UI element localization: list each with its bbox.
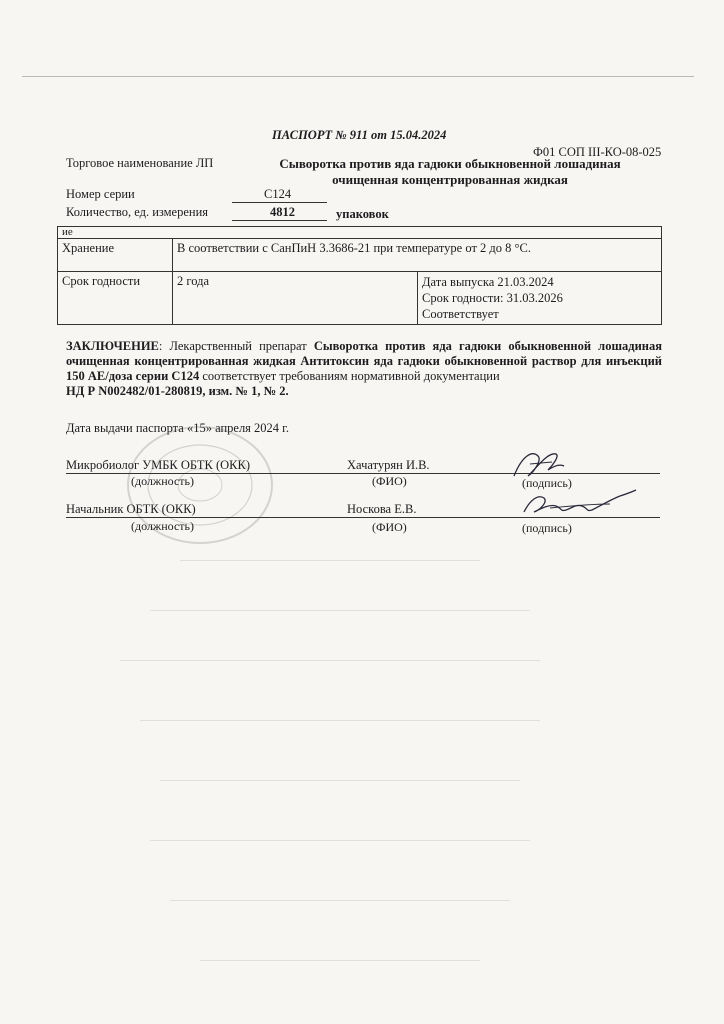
- shelf-label-cell: Срок годности: [58, 272, 173, 325]
- scan-artifact: [200, 960, 480, 961]
- signer-2-position-caption: (должность): [131, 519, 194, 533]
- quantity-underline: [232, 220, 327, 221]
- signature-1-icon: [508, 446, 568, 486]
- signer-2-name: Носкова Е.В.: [347, 502, 417, 516]
- table-cut-cell: ие: [58, 227, 662, 239]
- conclusion-paragraph: [66, 339, 662, 399]
- expiry-date: Срок годности: 31.03.2026: [422, 291, 563, 305]
- trade-name-value: [250, 156, 650, 188]
- shelf-value-cell: 2 года: [173, 272, 418, 325]
- trade-name-line-2: очищенная концентрированная жидкая: [332, 172, 568, 187]
- passport-title: ПАСПОРТ № 911 от 15.04.2024: [272, 128, 447, 142]
- trade-name-line-1: Сыворотка против яда гадюки обыкновенной лошадиная: [279, 156, 621, 171]
- quantity-unit: упаковок: [336, 207, 389, 221]
- series-label: Номер серии: [66, 187, 135, 201]
- conclusion-text-1: : Лекарственный препарат: [158, 339, 314, 353]
- scan-artifact: [180, 560, 480, 561]
- conclusion-lead: ЗАКЛЮЧЕНИЕ: [66, 339, 159, 353]
- signer-1-position-caption: (должность): [131, 474, 194, 488]
- storage-label-cell: Хранение: [58, 239, 173, 272]
- page-top-edge: [22, 76, 694, 77]
- conclusion-text-2: соответствует требованиям нормативной документации: [199, 369, 500, 383]
- signature-2-icon: [520, 486, 640, 522]
- scan-artifact: [140, 720, 540, 721]
- scan-artifact: [160, 780, 520, 781]
- conclusion-product: Сыворотка против яда гадюки обыкновенной лошадиная очищенная концентрированная жидкая Антитоксин яда гадюки обыкновенной раствор для инъекций 150 АЕ/доза серии С124: [66, 339, 662, 383]
- release-date: Дата выпуска 21.03.2024: [422, 275, 554, 289]
- series-value: С124: [264, 187, 292, 201]
- signer-1-name: Хачатурян И.В.: [347, 458, 430, 472]
- series-underline: [232, 202, 327, 203]
- signer-1-name-caption: (ФИО): [372, 474, 407, 488]
- signer-2-name-caption: (ФИО): [372, 520, 407, 534]
- trade-name-label: Торговое наименование ЛП: [66, 156, 214, 170]
- storage-value-cell: В соответствии с СанПиН 3.3686-21 при температуре от 2 до 8 °С.: [173, 239, 662, 272]
- quantity-label: Количество, ед. измерения: [66, 205, 209, 219]
- table-row: [58, 272, 662, 325]
- signer-2-sign-caption: (подпись): [522, 521, 572, 535]
- document-code: Ф01 СОП III-КО-08-025: [533, 145, 662, 159]
- scan-artifact: [150, 840, 530, 841]
- issue-date: Дата выдачи паспорта «15» апреля 2024 г.: [66, 421, 290, 435]
- quantity-value: 4812: [270, 205, 295, 219]
- scan-artifact: [170, 900, 510, 901]
- scan-artifact: [150, 610, 530, 611]
- signer-2-position: Начальник ОБТК (ОКК): [66, 502, 196, 516]
- dates-cell: [418, 272, 662, 325]
- properties-table: [57, 226, 662, 325]
- normative-document: НД Р N002482/01-280819, изм. № 1, № 2.: [66, 384, 289, 398]
- scan-artifact: [120, 660, 540, 661]
- table-row: [58, 227, 662, 239]
- compliance-status: Соответствует: [422, 307, 499, 321]
- table-row: [58, 239, 662, 272]
- signer-1-position: Микробиолог УМБК ОБТК (ОКК): [66, 458, 251, 472]
- signer-1-sign-caption: (подпись): [522, 476, 572, 490]
